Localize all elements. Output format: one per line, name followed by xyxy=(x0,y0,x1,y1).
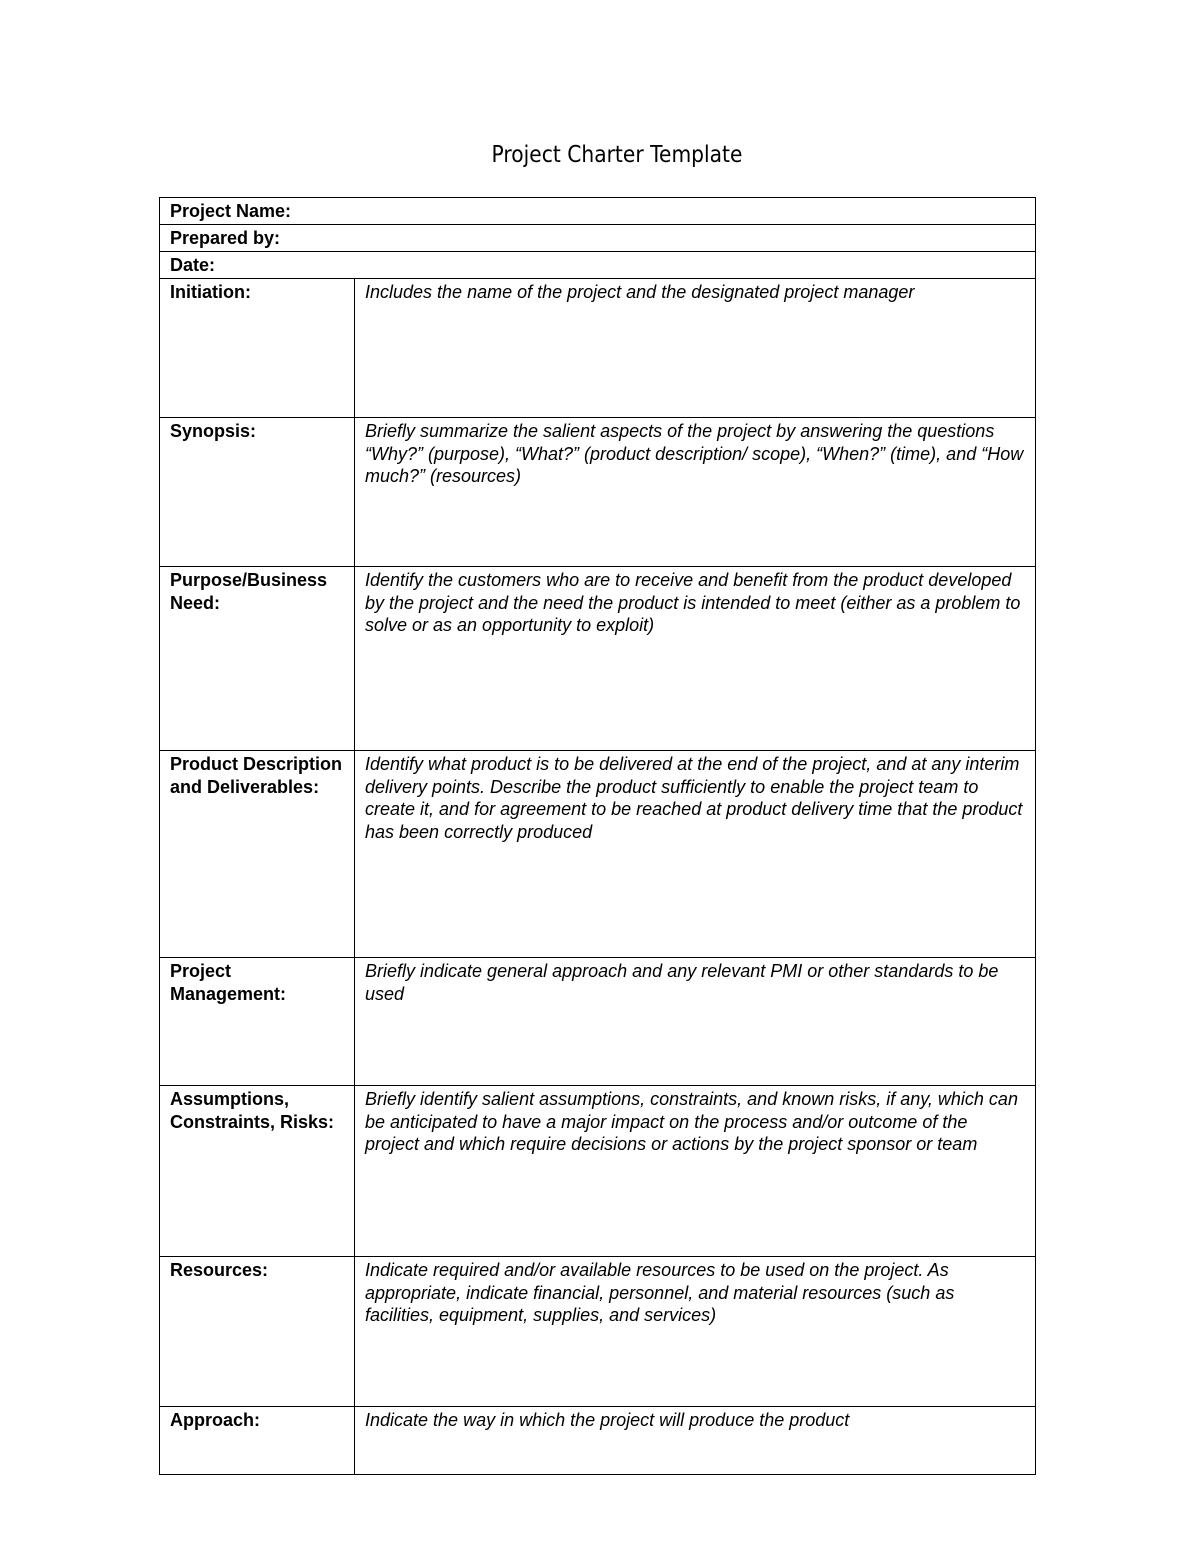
assumptions-description[interactable]: Briefly identify salient assumptions, constraints, and known risks, if any, which can be anticipated to have a major impact on the process and/or outcome of the project and which require decisions or actions by the project sponsor or team xyxy=(355,1086,1036,1257)
resources-description[interactable]: Indicate required and/or available resources to be used on the project. As appropriate, indicate financial, personnel, and material resources (such as facilities, equipment, supplies, and services) xyxy=(355,1257,1036,1407)
purpose-label: Purpose/Business Need: xyxy=(160,567,355,751)
table-row-date xyxy=(160,252,1036,279)
table-row-purpose xyxy=(160,567,1036,751)
approach-description[interactable]: Indicate the way in which the project will produce the product xyxy=(355,1407,1036,1475)
charter-table xyxy=(159,197,1036,1475)
initiation-description[interactable]: Includes the name of the project and the designated project manager xyxy=(355,279,1036,418)
date-field[interactable] xyxy=(160,252,1036,279)
project-name-label: Project Name: xyxy=(170,201,292,221)
table-row-assumptions xyxy=(160,1086,1036,1257)
approach-label: Approach: xyxy=(160,1407,355,1475)
table-row-synopsis xyxy=(160,418,1036,567)
table-row-initiation xyxy=(160,279,1036,418)
table-row-prepared-by xyxy=(160,225,1036,252)
resources-label: Resources: xyxy=(160,1257,355,1407)
page-title: Project Charter Template xyxy=(491,142,743,168)
assumptions-label: Assumptions, Constraints, Risks: xyxy=(160,1086,355,1257)
purpose-description[interactable]: Identify the customers who are to receive and benefit from the product developed by the project and the need the product is intended to meet (either as a problem to solve or as an opportunity to exploit) xyxy=(355,567,1036,751)
prepared-by-field[interactable] xyxy=(160,225,1036,252)
synopsis-label: Synopsis: xyxy=(160,418,355,567)
project-management-description[interactable]: Briefly indicate general approach and any relevant PMI or other standards to be used xyxy=(355,958,1036,1086)
table-row-project-management xyxy=(160,958,1036,1086)
project-name-field[interactable] xyxy=(160,198,1036,225)
table-row-approach xyxy=(160,1407,1036,1475)
product-description-description[interactable]: Identify what product is to be delivered at the end of the project, and at any interim delivery points. Describe the product sufficiently to enable the project team to create it, and for agreement to be reached at product delivery time that the product has been correctly produced xyxy=(355,751,1036,958)
table-row-product-description xyxy=(160,751,1036,958)
synopsis-description[interactable]: Briefly summarize the salient aspects of the project by answering the questions “Why?” (purpose), “What?” (product description/ scope), “When?” (time), and “How much?” (resources) xyxy=(355,418,1036,567)
table-row-project-name xyxy=(160,198,1036,225)
date-label: Date: xyxy=(170,255,216,275)
project-management-label: Project Management: xyxy=(160,958,355,1086)
initiation-label: Initiation: xyxy=(160,279,355,418)
table-row-resources xyxy=(160,1257,1036,1407)
product-description-label: Product Description and Deliverables: xyxy=(160,751,355,958)
prepared-by-label: Prepared by: xyxy=(170,228,281,248)
